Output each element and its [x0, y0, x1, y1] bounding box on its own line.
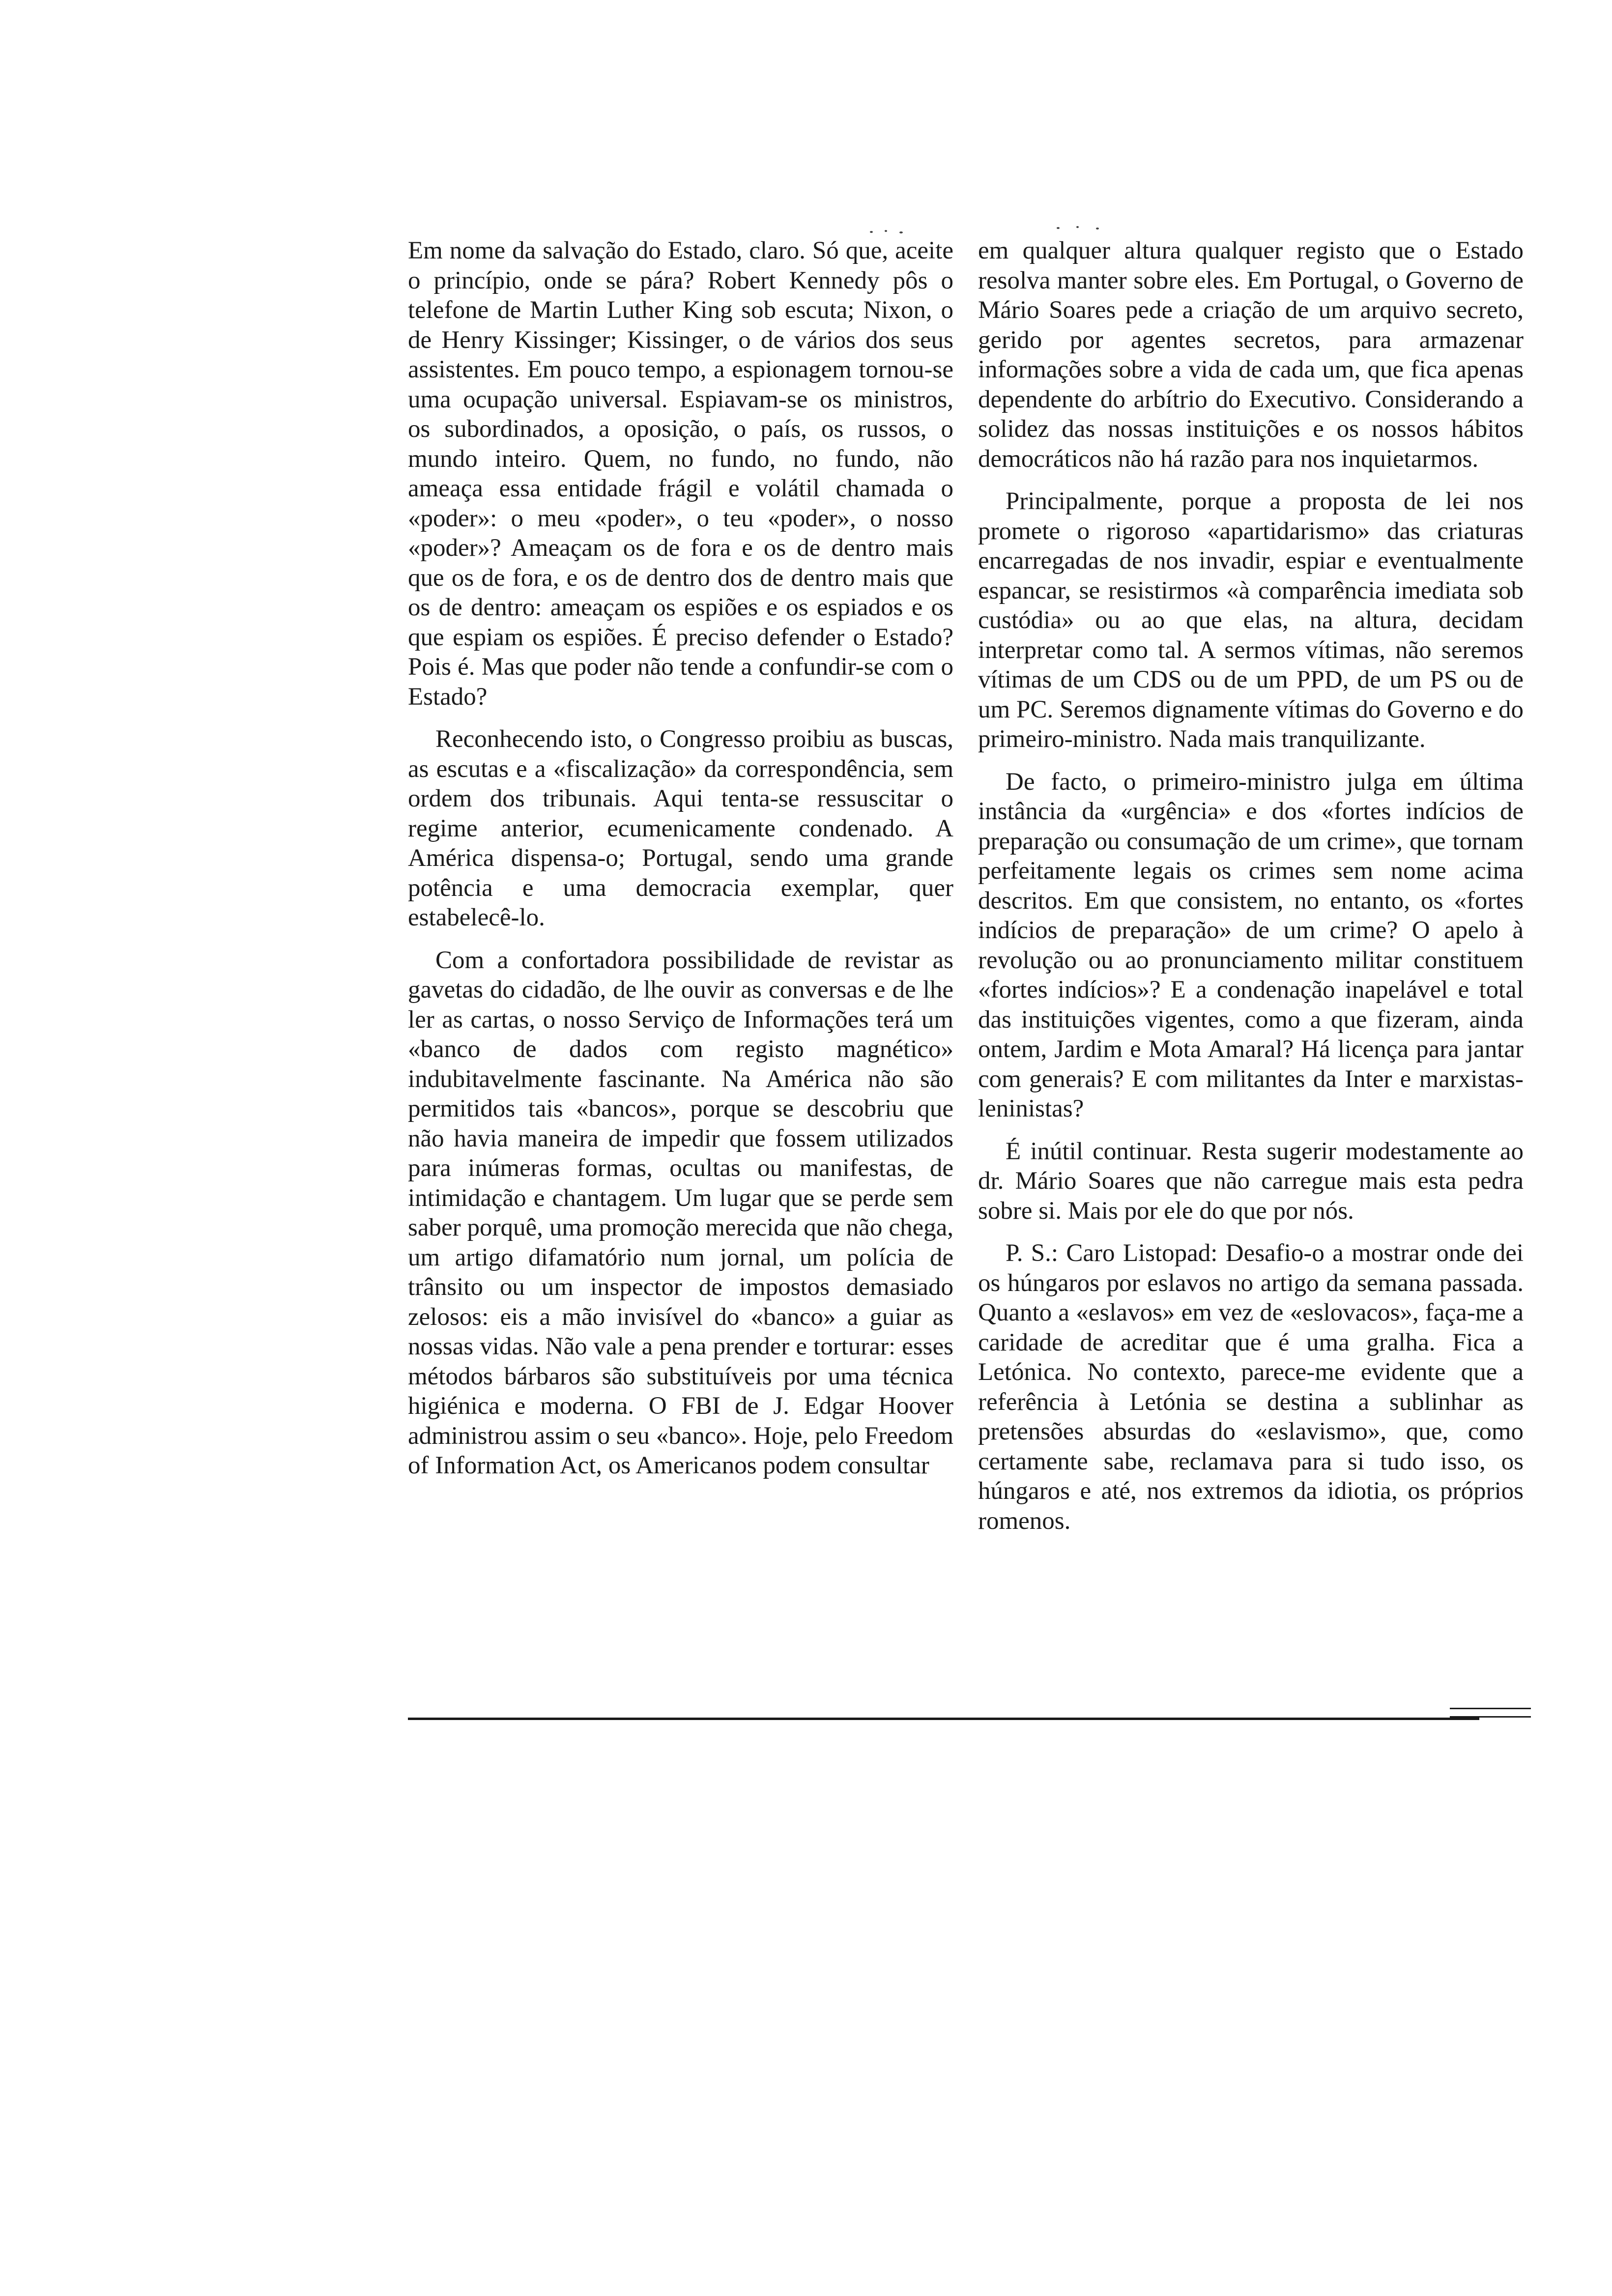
scan-speck — [870, 231, 873, 233]
article-paragraph: Em nome da salvação do Estado, claro. Só que, aceite o princípio, onde se pára? Robert Kennedy pôs o telefone de Martin Luther King sob escuta; Nixon, o de Henry Kissinger; Kissinger, o de vários dos seus assistentes. Em pouco tempo, a espionagem tornou-se uma ocupação universal. Espiavam-se os ministros, os subordinados, a oposição, o país, os russos, o mundo inteiro. Quem, no fundo, no fundo, não ameaça essa entidade frágil e volátil chamada o «poder»: o meu «poder», o teu «poder», o nosso «poder»? Ameaçam os de fora e os de dentro mais que os de fora, e os de dentro dos de dentro mais que os de dentro: ameaçam os espiões e os espiados e os que espiam os espiões. É preciso defender o Estado? Pois é. Mas que poder não tende a confundir-se com o Estado? — [408, 237, 953, 711]
scan-speck — [885, 230, 887, 232]
postscript: P. S.: Caro Listopad: Desafio-o a mostrar onde dei os húngaros por eslavos no artigo da semana passada. Quanto a «eslavos» em vez de «eslovacos», faça-me a caridade de acreditar que é uma gralha. Fica a Letónica. No contexto, parece-me evidente que a referência à Letónia se destina a sublinhar as pretensões absurdas do «eslavismo», que, como certamente sabe, reclamava para si tudo isso, os húngaros e até, nos extremos da idiotia, os próprios romenos. — [978, 1239, 1524, 1535]
column-bottom-rule — [408, 1718, 1479, 1720]
end-rule-top — [1450, 1708, 1531, 1709]
article-paragraph: De facto, o primeiro-ministro julga em última instância da «urgência» e dos «fortes indícios de preparação ou consumação de um crime», que tornam perfeitamente legais os crimes sem nome acima descritos. Em que consistem, no entanto, os «fortes indícios de preparação» de um crime? O apelo à revolução ou ao pronunciamento militar constituem «fortes indícios»? E a condenação inapelável e total das instituições vigentes, como a que fizeram, ainda ontem, Jardim e Mota Amaral? Há licença para jantar com generais? E com militantes da Inter e marxistas-leninistas? — [978, 768, 1524, 1122]
article-paragraph: Principalmente, porque a proposta de lei nos promete o rigoroso «apartidarismo» das criaturas encarregadas de nos invadir, espiar e eventualmente espancar, se resistirmos «à comparência imediata sob custódia» ou ao que elas, na altura, decidam interpretar como tal. A sermos vítimas, não seremos vítimas de um CDS ou de um PPD, de um PS ou de um PC. Seremos dignamente vítimas do Governo e do primeiro-ministro. Nada mais tranquilizante. — [978, 488, 1524, 753]
article-paragraph: em qualquer altura qualquer registo que o Estado resolva manter sobre eles. Em Portugal, o Governo de Mário Soares pede a criação de um arquivo secreto, gerido por agentes secretos, para armazenar informações sobre a vida de cada um, que fica apenas dependente do arbítrio do Executivo. Considerando a solidez das nossas instituições e os nossos hábitos democráticos não há razão para nos inquietarmos. — [978, 237, 1524, 473]
scan-speck — [1076, 226, 1079, 228]
scan-speck — [899, 231, 903, 233]
scan-speck — [1096, 228, 1099, 230]
article-paragraph: Com a confortadora possibilidade de revistar as gavetas do cidadão, de lhe ouvir as conversas e de lhe ler as cartas, o nosso Serviço de Informações terá um «banco de dados com registo magnético» indubitavelmente fascinante. Na América não são permitidos tais «bancos», porque se descobriu que não havia maneira de impedir que fossem utilizados para inúmeras formas, ocultas ou manifestas, de intimidação e chantagem. Um lugar que se perde sem saber porquê, uma promoção merecida que não chega, um artigo difamatório num jornal, um polícia de trânsito ou um inspector de impostos demasiado zelosos: eis a mão invisível do «banco» a guiar as nossas vidas. Não vale a pena prender e torturar: esses métodos bárbaros são substituíveis por uma técnica higiénica e moderna. O FBI de J. Edgar Hoover administrou assim o seu «banco». Hoje, pelo Freedom of Information Act, os Americanos podem consultar — [408, 946, 953, 1479]
article-paragraph: Reconhecendo isto, o Congresso proibiu as buscas, as escutas e a «fiscalização» da correspondência, sem ordem dos tribunais. Aqui tenta-se ressuscitar o regime anterior, ecumenicamente condenado. A América dispensa-o; Portugal, sendo uma grande potência e uma democracia exemplar, quer estabelecê-lo. — [408, 725, 953, 931]
article-left-column — [408, 236, 953, 1493]
article-paragraph: É inútil continuar. Resta sugerir modestamente ao dr. Mário Soares que não carregue mais esta pedra sobre si. Mais por ele do que por nós. — [978, 1137, 1524, 1225]
end-rule-bottom — [1450, 1716, 1531, 1718]
article-right-column — [978, 236, 1524, 1549]
scan-speck — [1057, 227, 1060, 229]
